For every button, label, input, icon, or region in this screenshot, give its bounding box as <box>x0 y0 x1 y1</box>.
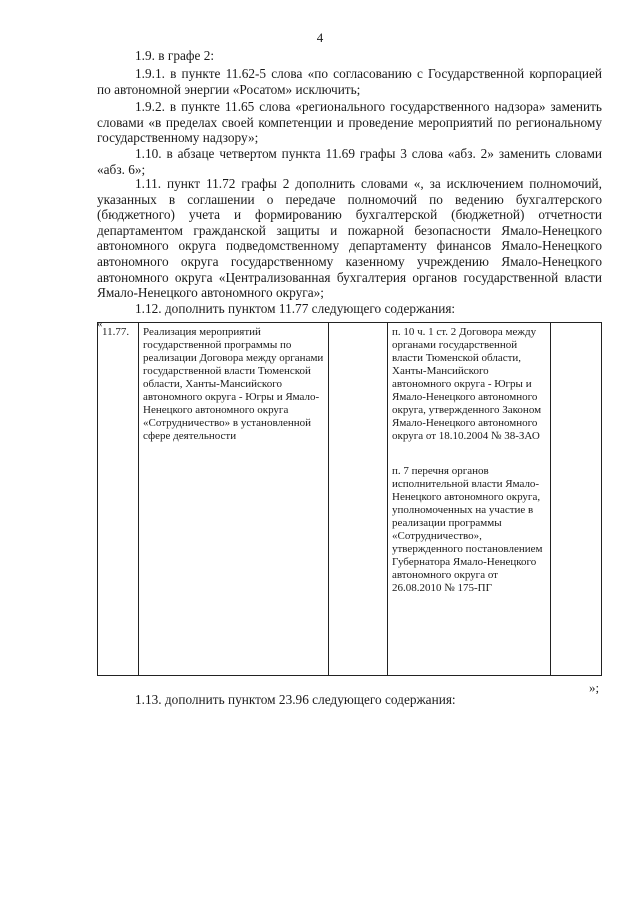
paragraph-1-9-2: 1.9.2. в пункте 11.65 слова «регионального государственного надзора» заменить словами «в пределах своей компетенции и проведение мероприятий по региональному государственному надзору»; <box>97 99 602 146</box>
inserted-table <box>97 322 602 676</box>
legal-basis-1: п. 10 ч. 1 ст. 2 Договора между органами государственной власти Тюменской области, Ханты-Мансийского автономного округа - Югры и Ямало-Ненецкого автономного округа, утвержденного Законом Ямало-Ненецкого автономного округа от 18.10.2004 № 38-ЗАО <box>392 326 542 442</box>
paragraph-1-10: 1.10. в абзаце четвертом пункта 11.69 графы 3 слова «абз. 2» заменить словами «абз. 6»; <box>97 146 602 177</box>
legal-basis-2: п. 7 перечня органов исполнительной власти Ямало-Ненецкого автономного округа, уполномоченных на участие в реализации программы «Сотрудничество», утвержденного постановлением Губернатора Ямало-Ненецкого автономного округа от 26.08.2010 № 175-ПГ <box>392 465 543 594</box>
page-number: 4 <box>316 30 324 45</box>
paragraph-1-9-1: 1.9.1. в пункте 11.62-5 слова «по согласованию с Государственной корпорацией по автономной энергии «Росатом» исключить; <box>97 66 602 97</box>
row-number-cell: 11.77. <box>98 323 139 676</box>
paragraph-1-13: 1.13. дополнить пунктом 23.96 следующего содержания: <box>135 692 456 707</box>
table-row <box>98 323 602 676</box>
empty-cell-3 <box>329 323 388 676</box>
paragraph-1-9: 1.9. в графе 2: <box>135 48 215 63</box>
function-cell: Реализация мероприятий государственной программы по реализации Договора между органами государственной власти Тюменской области, Ханты-Мансийского автономного округа - Югры и Ямало-Ненецкого автономного округа «Сотрудничество» в установленной сфере деятельности <box>139 323 329 676</box>
closing-quote: »; <box>589 680 600 695</box>
paragraph-1-12: 1.12. дополнить пунктом 11.77 следующего содержания: <box>135 301 456 316</box>
legal-basis-cell <box>388 323 551 676</box>
paragraph-1-11: 1.11. пункт 11.72 графы 2 дополнить словами «, за исключением полномочий, указанных в соглашении о передаче полномочий по ведению бухгалтерского (бюджетного) учета и формированию бухгалтерской (бюджетной) отчетности департаментом гражданской защиты и пожарной безопасности Ямало-Ненецкого автономного округа подведомственному департаменту финансов Ямало-Ненецкого автономного округа государственному казенному учреждению Ямало-Ненецкого автономного округа «Централизованная бухгалтерия органов государственной власти Ямало-Ненецкого автономного округа»; <box>97 176 602 301</box>
empty-cell-5 <box>551 323 602 676</box>
opening-quote: « <box>97 318 103 330</box>
